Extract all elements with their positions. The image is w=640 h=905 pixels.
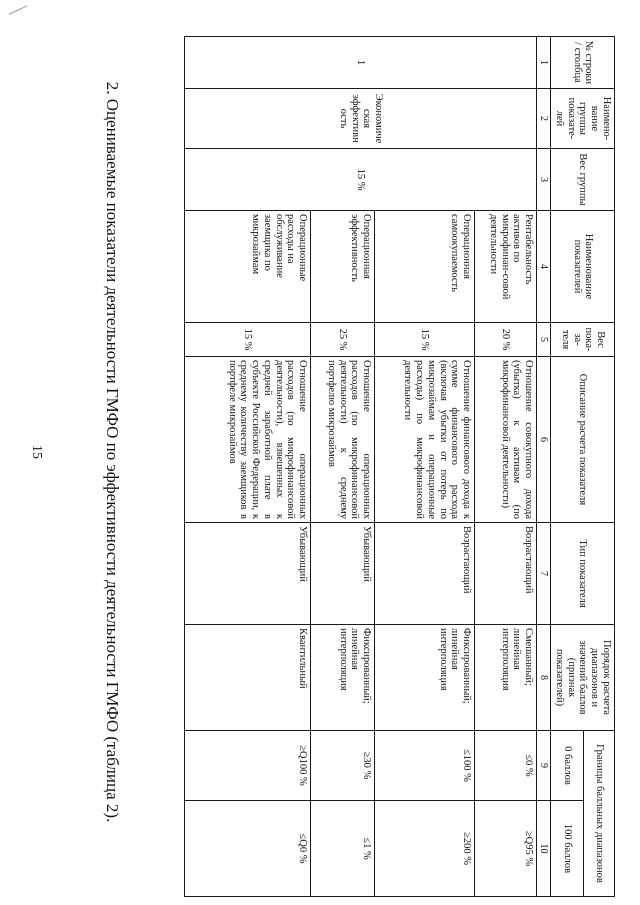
column-number: 1 xyxy=(537,37,551,89)
column-number: 2 xyxy=(537,89,551,149)
row-number: 1 xyxy=(185,37,537,89)
scan-mark xyxy=(5,0,28,15)
indicator-description: Отношение совокупного дохода (убытка) к активам (по микрофинансовой деятельности) xyxy=(475,357,537,523)
calculation-method: Фиксированный; линейная интерполяция xyxy=(311,625,375,731)
indicator-type: Возрастающий xyxy=(475,523,537,625)
indicator-type: Убывающий xyxy=(311,523,375,625)
header-indicator-weight: Вес пока-за-теля xyxy=(551,323,615,357)
header-type: Тип показателя xyxy=(551,523,615,625)
column-number: 4 xyxy=(537,211,551,323)
calculation-method: Смешанный; линейная интерполяция xyxy=(475,625,537,731)
column-number: 7 xyxy=(537,523,551,625)
column-number: 10 xyxy=(537,801,551,897)
score-0-threshold: ≤0 % xyxy=(475,731,537,801)
table-row xyxy=(475,37,537,897)
score-100-threshold: ≥Q95 % xyxy=(475,801,537,897)
calculation-method: Квантильный xyxy=(185,625,311,731)
score-100-threshold: ≤1 % xyxy=(311,801,375,897)
indicator-type: Возрастающий xyxy=(375,523,475,625)
column-number: 3 xyxy=(537,149,551,211)
header-score-0: 0 баллов xyxy=(551,731,584,801)
section-heading: 2. Оцениваемые показатели деятельности ГМФО по эффективности деятельности ГМФО (таблица 2). xyxy=(103,81,122,823)
indicator-weight: 25 % xyxy=(311,323,375,357)
column-number: 8 xyxy=(537,625,551,731)
score-0-threshold: ≥30 % xyxy=(311,731,375,801)
indicator-name: Операционная самоокупаемость xyxy=(375,211,475,323)
indicator-weight: 20 % xyxy=(475,323,537,357)
group-name: Экономиче ская эффективн ость xyxy=(185,89,537,149)
calculation-method: Фиксированный; линейная интерполяция xyxy=(375,625,475,731)
header-score-ranges: Границы балльных диапазонов xyxy=(584,731,615,897)
header-score-100: 100 баллов xyxy=(551,801,584,897)
indicator-weight: 15 % xyxy=(185,323,311,357)
indicator-description: Отношение операционных расходов (по микрофинансовой деятельности) к среднему портфелю микрозаймов xyxy=(311,357,375,523)
header-indicator-name: Наименование показателей xyxy=(551,211,615,323)
group-weight: 15 % xyxy=(185,149,537,211)
header-description: Описание расчета показателя xyxy=(551,357,615,523)
indicator-name: Рентабельность активов по микрофинан-совой деятельности xyxy=(475,211,537,323)
table-container xyxy=(139,36,615,896)
header-method: Порядок расчета диапазонов и значений баллов (признак показателей) xyxy=(551,625,615,731)
indicator-name: Операционные расходы на обслуживание заемщика по микрозаймам xyxy=(185,211,311,323)
column-number: 9 xyxy=(537,731,551,801)
score-100-threshold: ≤Q0 % xyxy=(185,801,311,897)
column-number: 5 xyxy=(537,323,551,357)
column-number: 6 xyxy=(537,357,551,523)
header-row-number: № строки / столбца xyxy=(551,37,615,89)
column-numbers-row xyxy=(537,37,551,897)
indicators-table xyxy=(184,36,615,897)
header-group-name: Наимено-вание группы показате-лей xyxy=(551,89,615,149)
score-0-threshold: ≤100 % xyxy=(375,731,475,801)
score-100-threshold: ≥200 % xyxy=(375,801,475,897)
indicator-description: Отношение операционных расходов (по микрофинансовой деятельности), взвешенных к средней заработной плате в субъекте Российской Федерации, к среднему количеству заемщиков в портфеле микрозаймов xyxy=(185,357,311,523)
indicator-type: Убывающий xyxy=(185,523,311,625)
indicator-name: Операционная эффективность xyxy=(311,211,375,323)
header-group-weight: Вес группы xyxy=(551,149,615,211)
page-number: 15 xyxy=(29,445,44,459)
indicator-description: Отношение финансового дохода к сумме финансового расхода (включая убытки от потерь по микрозаймам и операционные расходы) по микрофинансовой деятельности xyxy=(375,357,475,523)
score-0-threshold: ≥Q100 % xyxy=(185,731,311,801)
indicator-weight: 15 % xyxy=(375,323,475,357)
